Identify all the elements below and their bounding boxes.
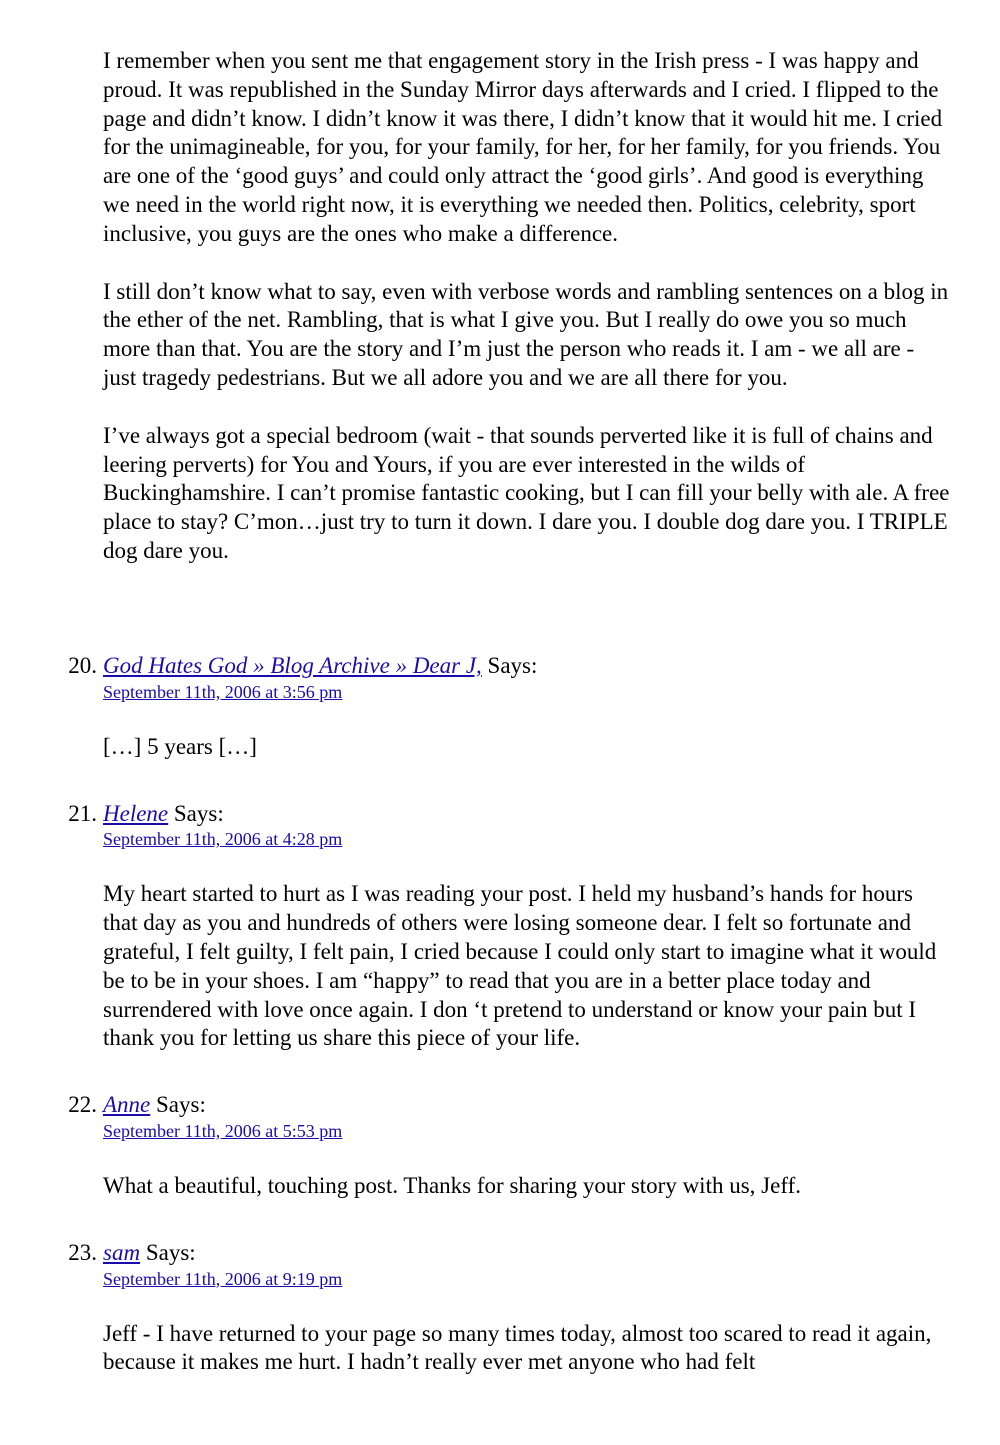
- comment-item: [0, 1239, 1000, 1377]
- comment-number: 23.: [68, 1239, 97, 1265]
- comment-author-link[interactable]: Helene: [103, 800, 169, 826]
- comment-header: [103, 1239, 1000, 1268]
- comment-author-link[interactable]: Anne: [103, 1092, 151, 1118]
- comment-number: 20.: [68, 653, 97, 678]
- comment-item: [0, 1091, 1000, 1201]
- comment-header: [103, 652, 1000, 681]
- comment-paragraph: I remember when you sent me that engagement story in the Irish press - I was happy and proud. It was republished in the Sunday Mirror days afterwards and I cried. I flipped to the page and didn’t know. I didn’t know it was there, I didn’t know that it would hit me. I cried for the unimagineable, for you, for your family, for her, for her family, for you friends. You are one of the ‘good guys’ and could only attract the ‘good girls’. And good is everything we need in the world right now, it is everything we needed then. Politics, celebrity, sport inclusive, you guys are the ones who make a difference.: [103, 48, 943, 246]
- says-label: Says:: [487, 653, 538, 678]
- comment-author-link[interactable]: sam: [103, 1239, 141, 1265]
- says-label: Says:: [173, 800, 224, 826]
- comment-author-link[interactable]: God Hates God » Blog Archive » Dear J,: [103, 653, 482, 678]
- comment-date-link[interactable]: September 11th, 2006 at 3:56 pm: [103, 681, 343, 702]
- comment-number: 22.: [68, 1092, 97, 1118]
- comment-date-link[interactable]: September 11th, 2006 at 9:19 pm: [103, 1268, 343, 1289]
- comment-paragraph: I still don’t know what to say, even with verbose words and rambling sentences on a blog in the ether of the net. Rambling, that is what I give you. But I really do owe you so much more than that. You are the story and I’m just the person who reads it. I am - we all are - just tragedy pedestrians. But we all adore you and we are all there for you.: [103, 278, 949, 390]
- comment-text: My heart started to hurt as I was reading your post. I held my husband’s hands for hours that day as you and hundreds of others were losing someone dear. I felt so fortunate and grateful, I felt guilty, I felt pain, I cried because I could only start to imagine what it would be to be in your shoes. I am “happy” to read that you are in a better place today and surrendered with love once again. I don ‘t pretend to understand or know your pain but I thank you for letting us share this piece of your life.: [103, 881, 937, 1051]
- comment-paragraph: I’ve always got a special bedroom (wait - that sounds perverted like it is full of chains and leering perverts) for You and Yours, if you are ever interested in the wilds of Buckinghamshire. I can’t promise fantastic cooking, but I can fill your belly with ale. A free place to stay? C’mon…just try to turn it down. I dare you. I double dog dare you. I TRIPLE dog dare you.: [103, 422, 950, 563]
- comment-header: [103, 1091, 1000, 1120]
- comment-list: [0, 652, 1000, 1377]
- comment-item: [0, 652, 1000, 762]
- comment-text: What a beautiful, touching post. Thanks for sharing your story with us, Jeff.: [103, 1172, 801, 1198]
- comment-number: 21.: [68, 800, 97, 826]
- previous-comment-continuation: [103, 47, 953, 595]
- comment-item: [0, 800, 1000, 1054]
- comment-date-link[interactable]: September 11th, 2006 at 4:28 pm: [103, 829, 343, 850]
- comment-header: [103, 800, 1000, 829]
- comment-date-link[interactable]: September 11th, 2006 at 5:53 pm: [103, 1120, 343, 1141]
- says-label: Says:: [145, 1239, 196, 1265]
- comment-text: Jeff - I have returned to your page so many times today, almost too scared to read it again, because it makes me hurt. I hadn’t really ever met anyone who had felt: [103, 1320, 932, 1375]
- comment-text: […] 5 years […]: [103, 733, 257, 759]
- says-label: Says:: [156, 1092, 206, 1118]
